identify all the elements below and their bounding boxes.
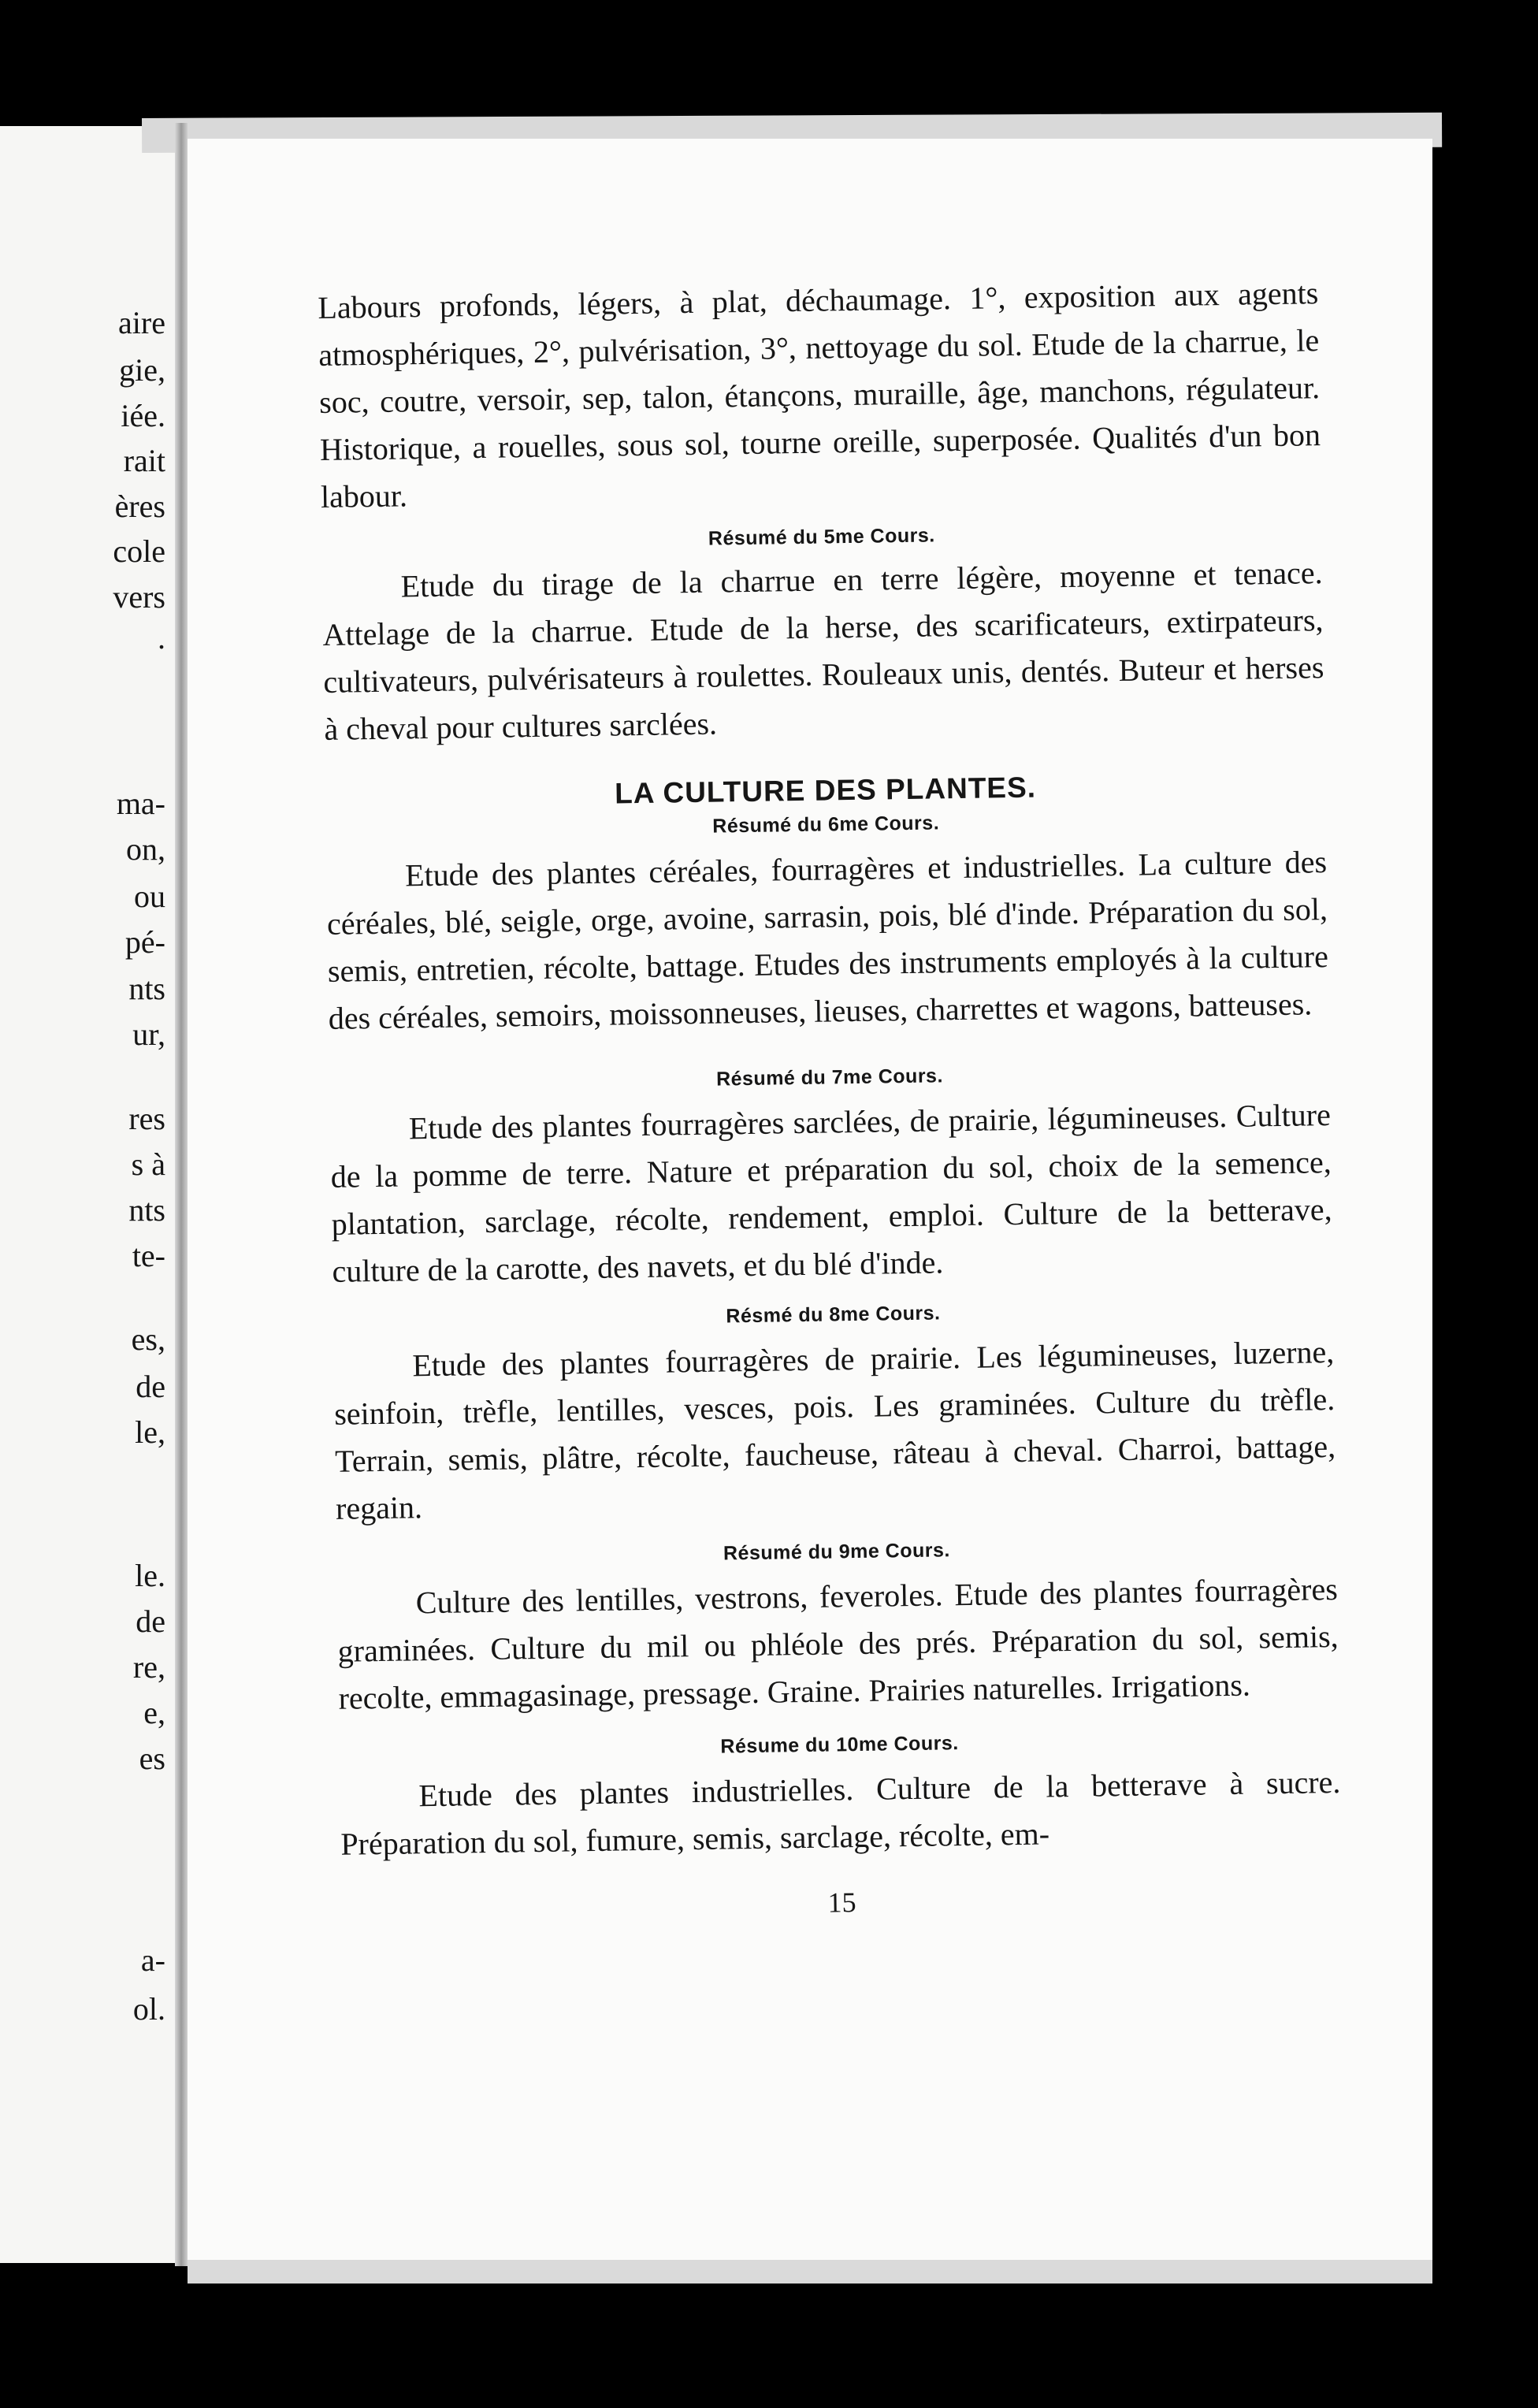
left-page-line: ol. <box>132 1991 165 2027</box>
left-page-line: nts <box>128 1192 165 1228</box>
section-text-7: Etude des plantes fourragères sarclées, de prairie, légumineuses. Culture de la pomme de terre. Nature et préparation du sol, choix de la semence, plantation, sarclage, récolte, rendement, emploi. Culture de la betterave, culture de la carotte, des navets, et du blé d'inde. <box>330 1097 1332 1289</box>
left-page-line: es <box>139 1741 165 1776</box>
left-page-line: de <box>136 1603 165 1639</box>
section-heading-9: Résumé du 9me Cours. <box>723 1539 951 1565</box>
left-page-line: re, <box>132 1649 165 1685</box>
intro-paragraph: Labours profonds, légers, à plat, déchaumage. 1°, exposition aux agents atmosphériques, 2°, pulvérisation, 3°, nettoyage du sol. Etude de la charrue, le soc, coutre, versoir, sep, talon, étançons, muraille, âge, manchons, régulateur. Historique, a rouelles, sous sol, tourne oreille, superposée. Qualités d'un bon labour. <box>318 275 1321 515</box>
section-text-5: Etude du tirage de la charrue en terre légère, moyenne et tenace. Attelage de la charrue. Etude de la herse, des scarificateurs, extirpateurs, cultivateurs, pulvérisateurs à roulettes. Rouleaux unis, dentés. Buteur et herses à cheval pour cultures sarclées. <box>322 555 1324 747</box>
page-number: 15 <box>827 1886 856 1919</box>
left-page-line: de <box>136 1369 165 1404</box>
section-heading-5: Résumé du 5me Cours. <box>708 524 935 550</box>
left-page-line: s à <box>131 1146 165 1182</box>
facing-page-fragment <box>0 126 175 2263</box>
left-page-line: es, <box>131 1321 165 1357</box>
section-text-8: Etude des plantes fourragères de prairie. Les légumineuses, luzerne, seinfoin, trèfle, lentilles, vesces, pois. Les graminées. Culture du trèfle. Terrain, semis, plâtre, récolte, faucheuse, râteau à cheval. Charroi, battage, regain. <box>333 1334 1336 1526</box>
section-text-10: Etude des plantes industrielles. Culture de la betterave à sucre. Préparation du sol, fumure, semis, sarclage, récolte, em- <box>340 1763 1341 1862</box>
left-page-line: le. <box>135 1558 165 1593</box>
section-text-9: Culture des lentilles, vestrons, feveroles. Etude des plantes fourragères graminées. Culture du mil ou phléole des prés. Préparation du sol, semis, recolte, emmagasinage, pressage. Graine. Prairies naturelles. Irrigations. <box>337 1570 1339 1716</box>
section-heading-7: Résumé du 7me Cours. <box>715 1065 944 1091</box>
left-page-line: on, <box>126 831 165 867</box>
left-page-line: ur, <box>132 1016 165 1052</box>
chapter-title: LA CULTURE DES PLANTES. <box>614 771 1037 810</box>
left-page-line: . <box>158 620 165 656</box>
section-heading-10: Résume du 10me Cours. <box>720 1732 959 1758</box>
section-heading-8: Résmé du 8me Cours. <box>726 1302 941 1328</box>
section-heading-6: Résumé du 6me Cours. <box>712 812 940 838</box>
left-page-line: ma- <box>116 786 165 821</box>
page-bottom-edge <box>188 2260 1432 2284</box>
left-page-line: te- <box>132 1238 165 1273</box>
left-page-line: ou <box>134 879 165 914</box>
left-page-line: cole <box>113 533 165 569</box>
section-text-6: Etude des plantes céréales, fourragères et industrielles. La culture des céréales, blé, seigle, orge, avoine, sarrasin, pois, blé d'inde. Préparation du sol, semis, entretien, récolte, battage. Etudes des instruments employés à la culture des céréales, semoirs, moissonneuses, lieuses, charrettes et wagons, batteuses. <box>326 844 1329 1036</box>
left-page-line: vers <box>113 579 165 615</box>
left-page-line: res <box>128 1101 165 1136</box>
page-content <box>318 269 1343 1927</box>
left-page-line: le, <box>135 1414 165 1450</box>
left-page-line: aire <box>118 305 165 340</box>
left-page-line: gie, <box>119 352 165 388</box>
left-page-line: e, <box>143 1695 165 1730</box>
left-page-line: iée. <box>121 398 165 433</box>
left-page-line: nts <box>128 971 165 1006</box>
right-page <box>188 139 1432 2260</box>
left-page-line: ères <box>114 489 165 524</box>
left-page-line: pé- <box>124 924 165 960</box>
book-binding <box>175 123 188 2266</box>
left-page-line: a- <box>140 1942 165 1978</box>
left-page-line: rait <box>123 443 165 478</box>
